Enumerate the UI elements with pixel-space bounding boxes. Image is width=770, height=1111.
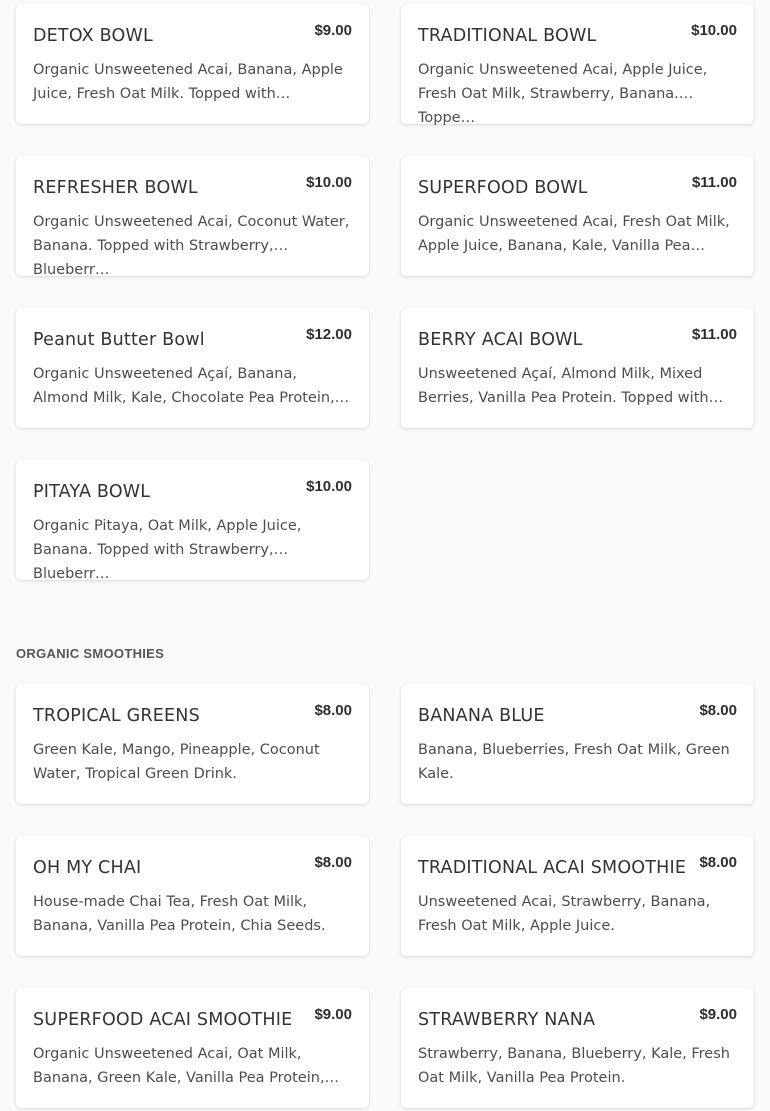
menu-item-name: Peanut Butter Bowl [33, 330, 205, 350]
menu-item-price: $10.00 [306, 174, 352, 191]
menu-item-header [418, 1008, 737, 1036]
menu-item-description: House-made Chai Tea, Fresh Oat Milk, Banana, Vanilla Pea Protein, Chia Seeds. [33, 894, 326, 934]
menu-item-price: $8.00 [314, 854, 352, 871]
menu-item-description: Organic Unsweetened Acai, Fresh Oat Milk, Apple Juice, Banana, Kale, Vanilla Pea… [418, 214, 730, 254]
menu-item-name: REFRESHER BOWL [33, 178, 198, 198]
menu-item-description: Organic Unsweetened Acai, Coconut Water, Banana. Topped with Strawberry, Blueberr… [33, 214, 350, 278]
bowls-grid [16, 4, 754, 580]
menu-item-description: Strawberry, Banana, Blueberry, Kale, Fresh Oat Milk, Vanilla Pea Protein. [418, 1046, 730, 1086]
menu-item-price: $8.00 [699, 702, 737, 719]
menu-item-banana-blue[interactable] [401, 684, 754, 804]
menu-item-description: Organic Unsweetened Acai, Oat Milk, Banana, Green Kale, Vanilla Pea Protein,… [33, 1046, 340, 1086]
menu-item-name: STRAWBERRY NANA [418, 1010, 596, 1030]
menu-item-traditional-bowl[interactable] [401, 4, 754, 124]
menu-item-pitaya-bowl[interactable] [16, 460, 369, 580]
menu-item-description: Organic Unsweetened Açaí, Banana, Almond Milk, Kale, Chocolate Pea Protein,… [33, 366, 350, 406]
menu-item-name: DETOX BOWL [33, 26, 153, 46]
menu-item-name: BERRY ACAI BOWL [418, 330, 583, 350]
menu-item-header [418, 704, 737, 732]
menu-item-price: $12.00 [306, 326, 352, 343]
menu-item-name: TRADITIONAL ACAI SMOOTHIE [418, 858, 687, 878]
menu-item-description: Banana, Blueberries, Fresh Oat Milk, Green Kale. [418, 742, 730, 782]
menu-item-description: Unsweetened Acai, Strawberry, Banana, Fresh Oat Milk, Apple Juice. [418, 894, 711, 934]
menu-item-header [33, 176, 352, 204]
menu-item-strawberry-nana[interactable] [401, 988, 754, 1108]
smoothies-grid [16, 684, 754, 1108]
menu-item-name: BANANA BLUE [418, 706, 545, 726]
menu-item-header [33, 1008, 352, 1036]
menu-item-header [418, 856, 737, 884]
menu-item-tropical-greens[interactable] [16, 684, 369, 804]
menu-item-oh-my-chai[interactable] [16, 836, 369, 956]
menu-item-header [33, 480, 352, 508]
menu-item-price: $8.00 [314, 702, 352, 719]
menu-item-price: $10.00 [306, 478, 352, 495]
menu-item-price: $9.00 [699, 1006, 737, 1023]
menu-item-description: Organic Pitaya, Oat Milk, Apple Juice, Banana. Topped with Strawberry, Blueberr… [33, 518, 302, 582]
menu-item-berry-acai-bowl[interactable] [401, 308, 754, 428]
menu-item-description: Organic Unsweetened Acai, Apple Juice, Fresh Oat Milk, Strawberry, Banana. Toppe… [418, 62, 708, 126]
section-title-organic-smoothies: ORGANIC SMOOTHIES [16, 646, 165, 661]
menu-item-name: TRADITIONAL BOWL [418, 26, 597, 46]
menu-item-description: Organic Unsweetened Acai, Banana, Apple Juice, Fresh Oat Milk. Topped with… [33, 62, 343, 102]
menu-item-price: $11.00 [691, 326, 737, 343]
menu-item-price: $8.00 [699, 854, 737, 871]
menu-item-superfood-bowl[interactable] [401, 156, 754, 276]
menu-item-header [33, 24, 352, 52]
menu-item-price: $11.00 [691, 174, 737, 191]
menu-item-traditional-acai-smoothie[interactable] [401, 836, 754, 956]
menu-item-price: $10.00 [691, 22, 737, 39]
menu-item-name: OH MY CHAI [33, 858, 142, 878]
menu-item-peanut-butter-bowl[interactable] [16, 308, 369, 428]
menu-item-header [33, 328, 352, 356]
menu-item-refresher-bowl[interactable] [16, 156, 369, 276]
menu-item-header [33, 704, 352, 732]
menu-item-name: TROPICAL GREENS [33, 706, 200, 726]
menu-item-detox-bowl[interactable] [16, 4, 369, 124]
menu-item-name: SUPERFOOD ACAI SMOOTHIE [33, 1010, 293, 1030]
menu-item-price: $9.00 [314, 22, 352, 39]
menu-item-superfood-acai-smoothie[interactable] [16, 988, 369, 1108]
menu-item-header [418, 328, 737, 356]
menu-item-price: $9.00 [314, 1006, 352, 1023]
menu-item-header [418, 24, 737, 52]
menu-item-description: Green Kale, Mango, Pineapple, Coconut Water, Tropical Green Drink. [33, 742, 320, 782]
menu-item-description: Unsweetened Açaí, Almond Milk, Mixed Berries, Vanilla Pea Protein. Topped with… [418, 366, 724, 406]
menu-item-header [33, 856, 352, 884]
menu-item-name: PITAYA BOWL [33, 482, 151, 502]
menu-item-header [418, 176, 737, 204]
menu-item-name: SUPERFOOD BOWL [418, 178, 588, 198]
